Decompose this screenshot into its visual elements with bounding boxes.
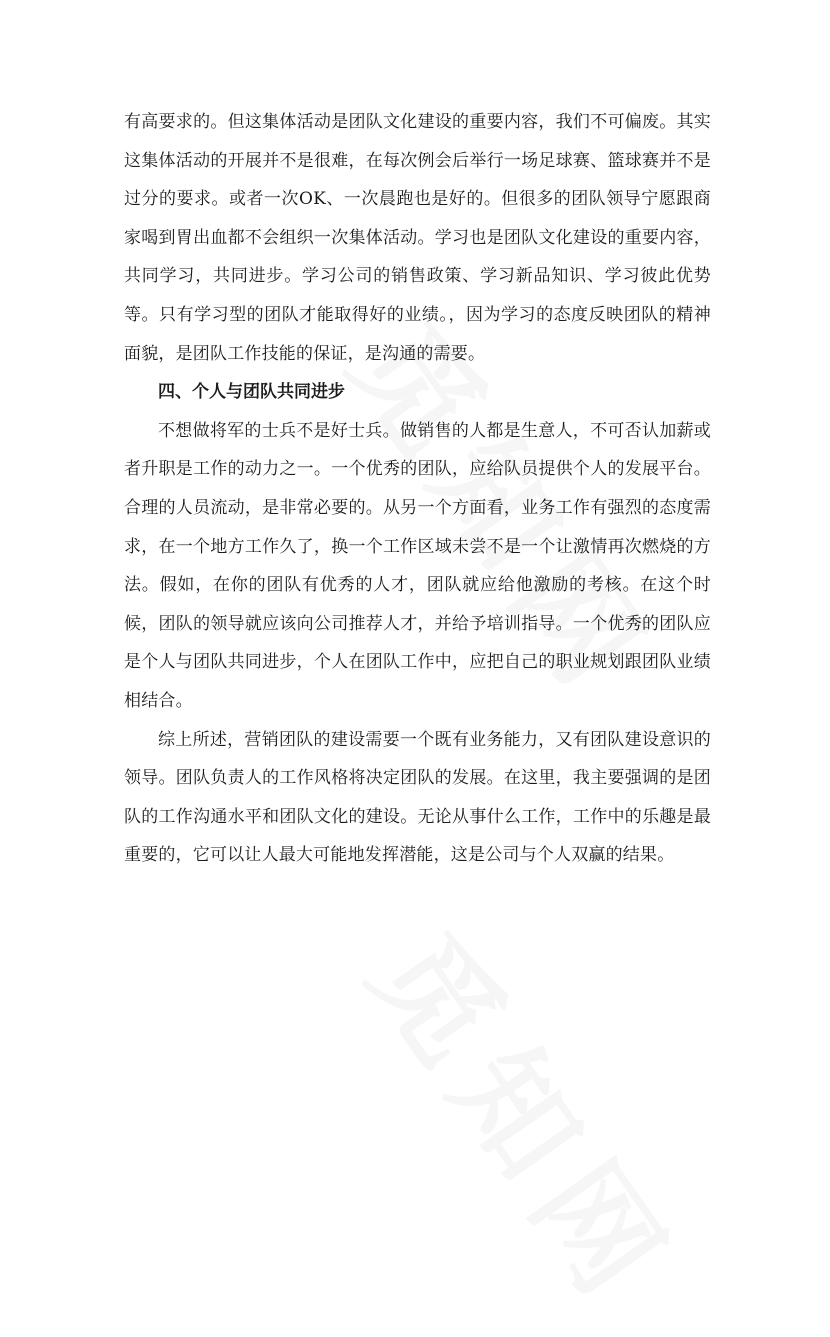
section-heading: 四、个人与团队共同进步 [158,382,345,403]
watermark [339,895,721,1337]
paragraph-team-culture: 有高要求的。但这集体活动是团队文化建设的重要内容，我们不可偏废。其实这集体活动的开展并不是很难，在每次例会后举行一场足球赛、篮球赛并不是过分的要求。或者一次OK、一次晨跑也是好的。但很多的团队领导宁愿跟商家喝到胃出血都不会组织一次集体活动。学习也是团队文化建设的重要内容，共同学习，共同进步。学习公司的销售政策、学习新品知识、学习彼此优势等。只有学习型的团队才能取得好的业绩。，因为学习的态度反映团队的精神面貌，是团队工作技能的保证，是沟通的需要。 [124,112,711,364]
paragraph-conclusion: 综上所述，营销团队的建设需要一个既有业务能力，又有团队建设意识的领导。团队负责人的工作风格将决定团队的发展。在这里，我主要强调的是团队的工作沟通水平和团队文化的建设。无论从事什么工作，工作中的乐趣是最重要的，它可以让人最大可能地发挥潜能，这是公司与个人双赢的结果。 [124,729,711,866]
document-body [124,103,711,875]
paragraph-personal-growth: 不想做将军的士兵不是好士兵。做销售的人都是生意人，不可否认加薪或者升职是工作的动力之一。一个优秀的团队，应给队员提供个人的发展平台。合理的人员流动，是非常必要的。从另一个方面看，业务工作有强烈的态度需求，在一个地方工作久了，换一个工作区域未尝不是一个让激情再次燃烧的方法。假如，在你的团队有优秀的人才，团队就应给他激励的考核。在这个时候，团队的领导就应该向公司推荐人才，并给予培训指导。一个优秀的团队应是个人与团队共同进步，个人在团队工作中，应把自己的职业规划跟团队业绩相结合。 [124,420,711,711]
